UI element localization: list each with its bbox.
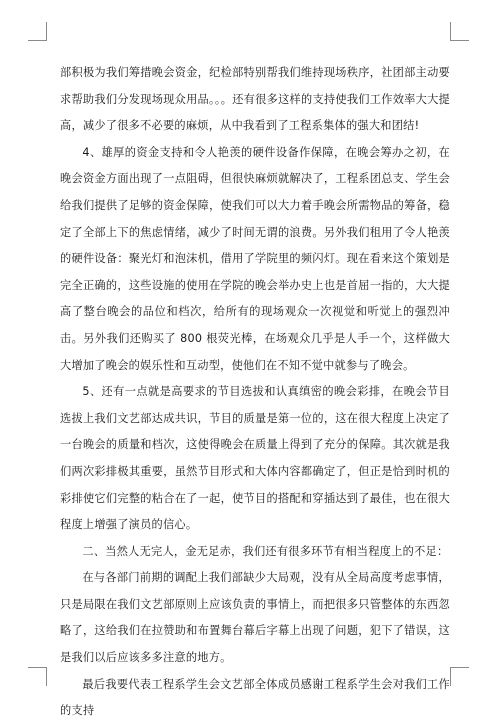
paragraph-coordination: 在与各部门前期的调配上我们部缺少大局观，没有从全局高度考虑事情，只是局限在我们文艺部原则上应该负责的事情上，而把很多只管整体的东西忽略了，这给我们在拉赞助和布置舞台幕后字幕上出现了问题，犯下了错误，这是我们以后应该多多注意的地方。 [60,571,450,665]
crop-mark-top-left [28,22,47,41]
crop-mark-top-right [450,22,469,41]
paragraph-hardware-support: 4、雄厚的资金支持和令人艳羡的硬件设备作保障，在晚会筹办之初，在晚会资金方面出现了一点阻碍，但很快麻烦就解决了，工程系团总支、学生会给我们提供了足够的资金保障，使我们可以大力着手晚会所需物品的筹备，稳定了全部上下的焦虑情绪，减少了时间无谓的浪费。另外我们租用了令人艳羡的硬件设备：聚光灯和泡沫机，借用了学院里的频闪灯。现在看来这个策划是完全正确的，这些设施的使用在学院的晚会举办史上也是首屈一指的，大大提高了整台晚会的品位和档次，给所有的现场观众一次视觉和听觉上的强烈冲击。另外我们还购买了 800 根荧光棒，在场观众几乎是人手一个，这样做大大增加了晚会的娱乐性和互动型，使他们在不知不觉中就参与了晚会。 [60,145,450,372]
document-body [60,60,450,725]
paragraph-program-selection: 5、还有一点就是高要求的节目选拔和认真缜密的晚会彩排，在晚会节目选拔上我们文艺部达成共识，节目的质量是第一位的，这在很大程度上决定了一台晚会的质量和档次，这使得晚会在质量上得到了充分的保障。其次就是我们两次彩排极其重要，虽然节目形式和大体内容都确定了，但正是恰到时机的彩排使它们完整的粘合在了一起，使节目的搭配和穿插达到了最佳，也在很大程度上增强了演员的信心。 [60,385,450,532]
paragraph-shortcomings-heading: 二、当然人无完人，金无足赤，我们还有很多环节有相当程度上的不足： [82,544,449,558]
paragraph-continued: 部积极为我们筹措晚会资金，纪检部特别帮我们维持现场秩序，社团部主动要求帮助我们分发现场现众用品。。。还有很多这样的支持使我们工作效率大大提高，减少了很多不必要的麻烦，从中我看到了工程系集体的强大和团结! [60,66,450,133]
paragraph-thanks: 最后我要代表工程系学生会文艺部全体成员感谢工程系学生会对我们工作的支持 [60,677,450,718]
crop-mark-bottom-right [450,667,469,686]
crop-mark-bottom-left [28,667,47,686]
